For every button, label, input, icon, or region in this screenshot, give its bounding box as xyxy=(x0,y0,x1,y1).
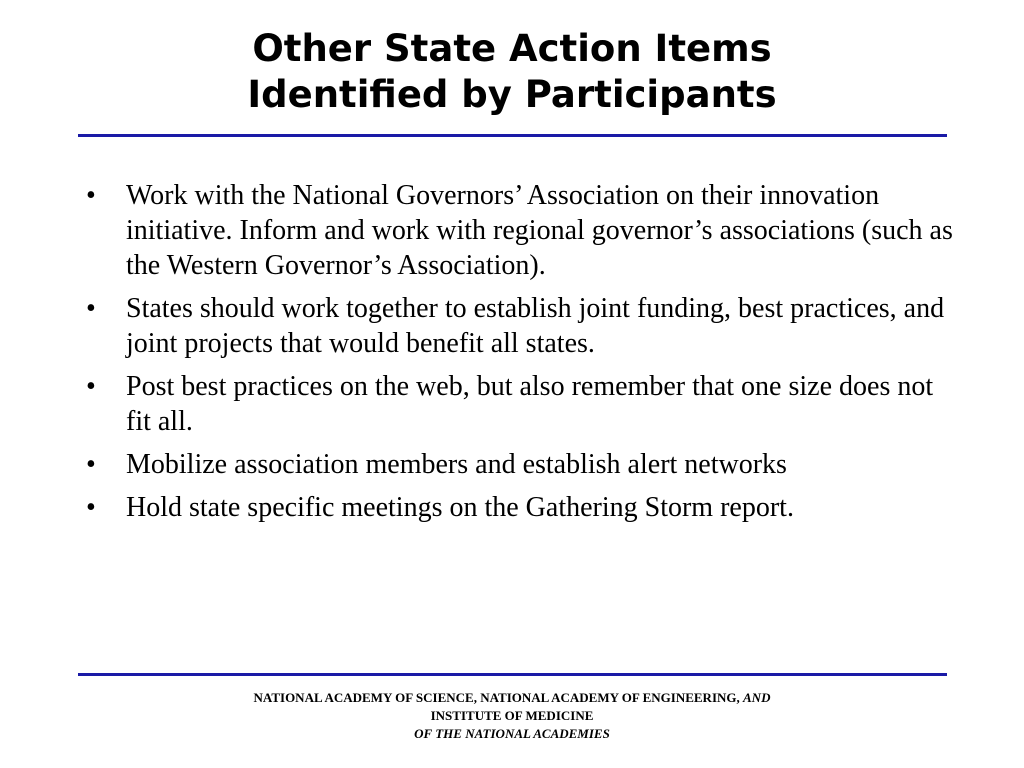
footer-line-3 xyxy=(0,725,1024,743)
bullet-dot-icon: • xyxy=(86,449,96,480)
slide-title xyxy=(0,26,1024,118)
footer-line-1-italic: AND xyxy=(743,690,771,705)
top-divider xyxy=(78,134,947,137)
footer xyxy=(0,689,1024,743)
bullet-text: Mobilize association members and establish alert networks xyxy=(126,449,787,480)
bullet-item xyxy=(84,447,954,482)
footer-line-2: INSTITUTE OF MEDICINE xyxy=(430,708,594,723)
bullet-text: Work with the National Governors’ Association on their innovation initiative. Inform and work with regional governor’s associations (such as the Western Governor’s Association). xyxy=(126,180,953,281)
bullet-text: Hold state specific meetings on the Gathering Storm report. xyxy=(126,492,794,523)
bullet-dot-icon: • xyxy=(86,371,96,402)
bullet-dot-icon: • xyxy=(86,180,96,211)
bullet-item xyxy=(84,369,954,439)
bullet-dot-icon: • xyxy=(86,492,96,523)
footer-line-1 xyxy=(0,689,1024,707)
title-line-2: Identified by Participants xyxy=(247,73,777,116)
footer-line-3-italic: OF THE NATIONAL ACADEMIES xyxy=(414,726,610,741)
bullet-dot-icon: • xyxy=(86,293,96,324)
title-line-1: Other State Action Items xyxy=(252,27,772,70)
bullet-item xyxy=(84,291,954,361)
bullet-text: States should work together to establish joint funding, best practices, and joint projects that would benefit all states. xyxy=(126,293,945,359)
bottom-divider xyxy=(78,673,947,676)
bullet-item xyxy=(84,178,954,283)
bullet-text: Post best practices on the web, but also remember that one size does not fit all. xyxy=(126,371,934,437)
footer-line-1-text: NATIONAL ACADEMY OF SCIENCE, NATIONAL ACADEMY OF ENGINEERING, xyxy=(253,690,744,705)
bullet-list xyxy=(84,178,954,533)
bullet-item xyxy=(84,490,954,525)
